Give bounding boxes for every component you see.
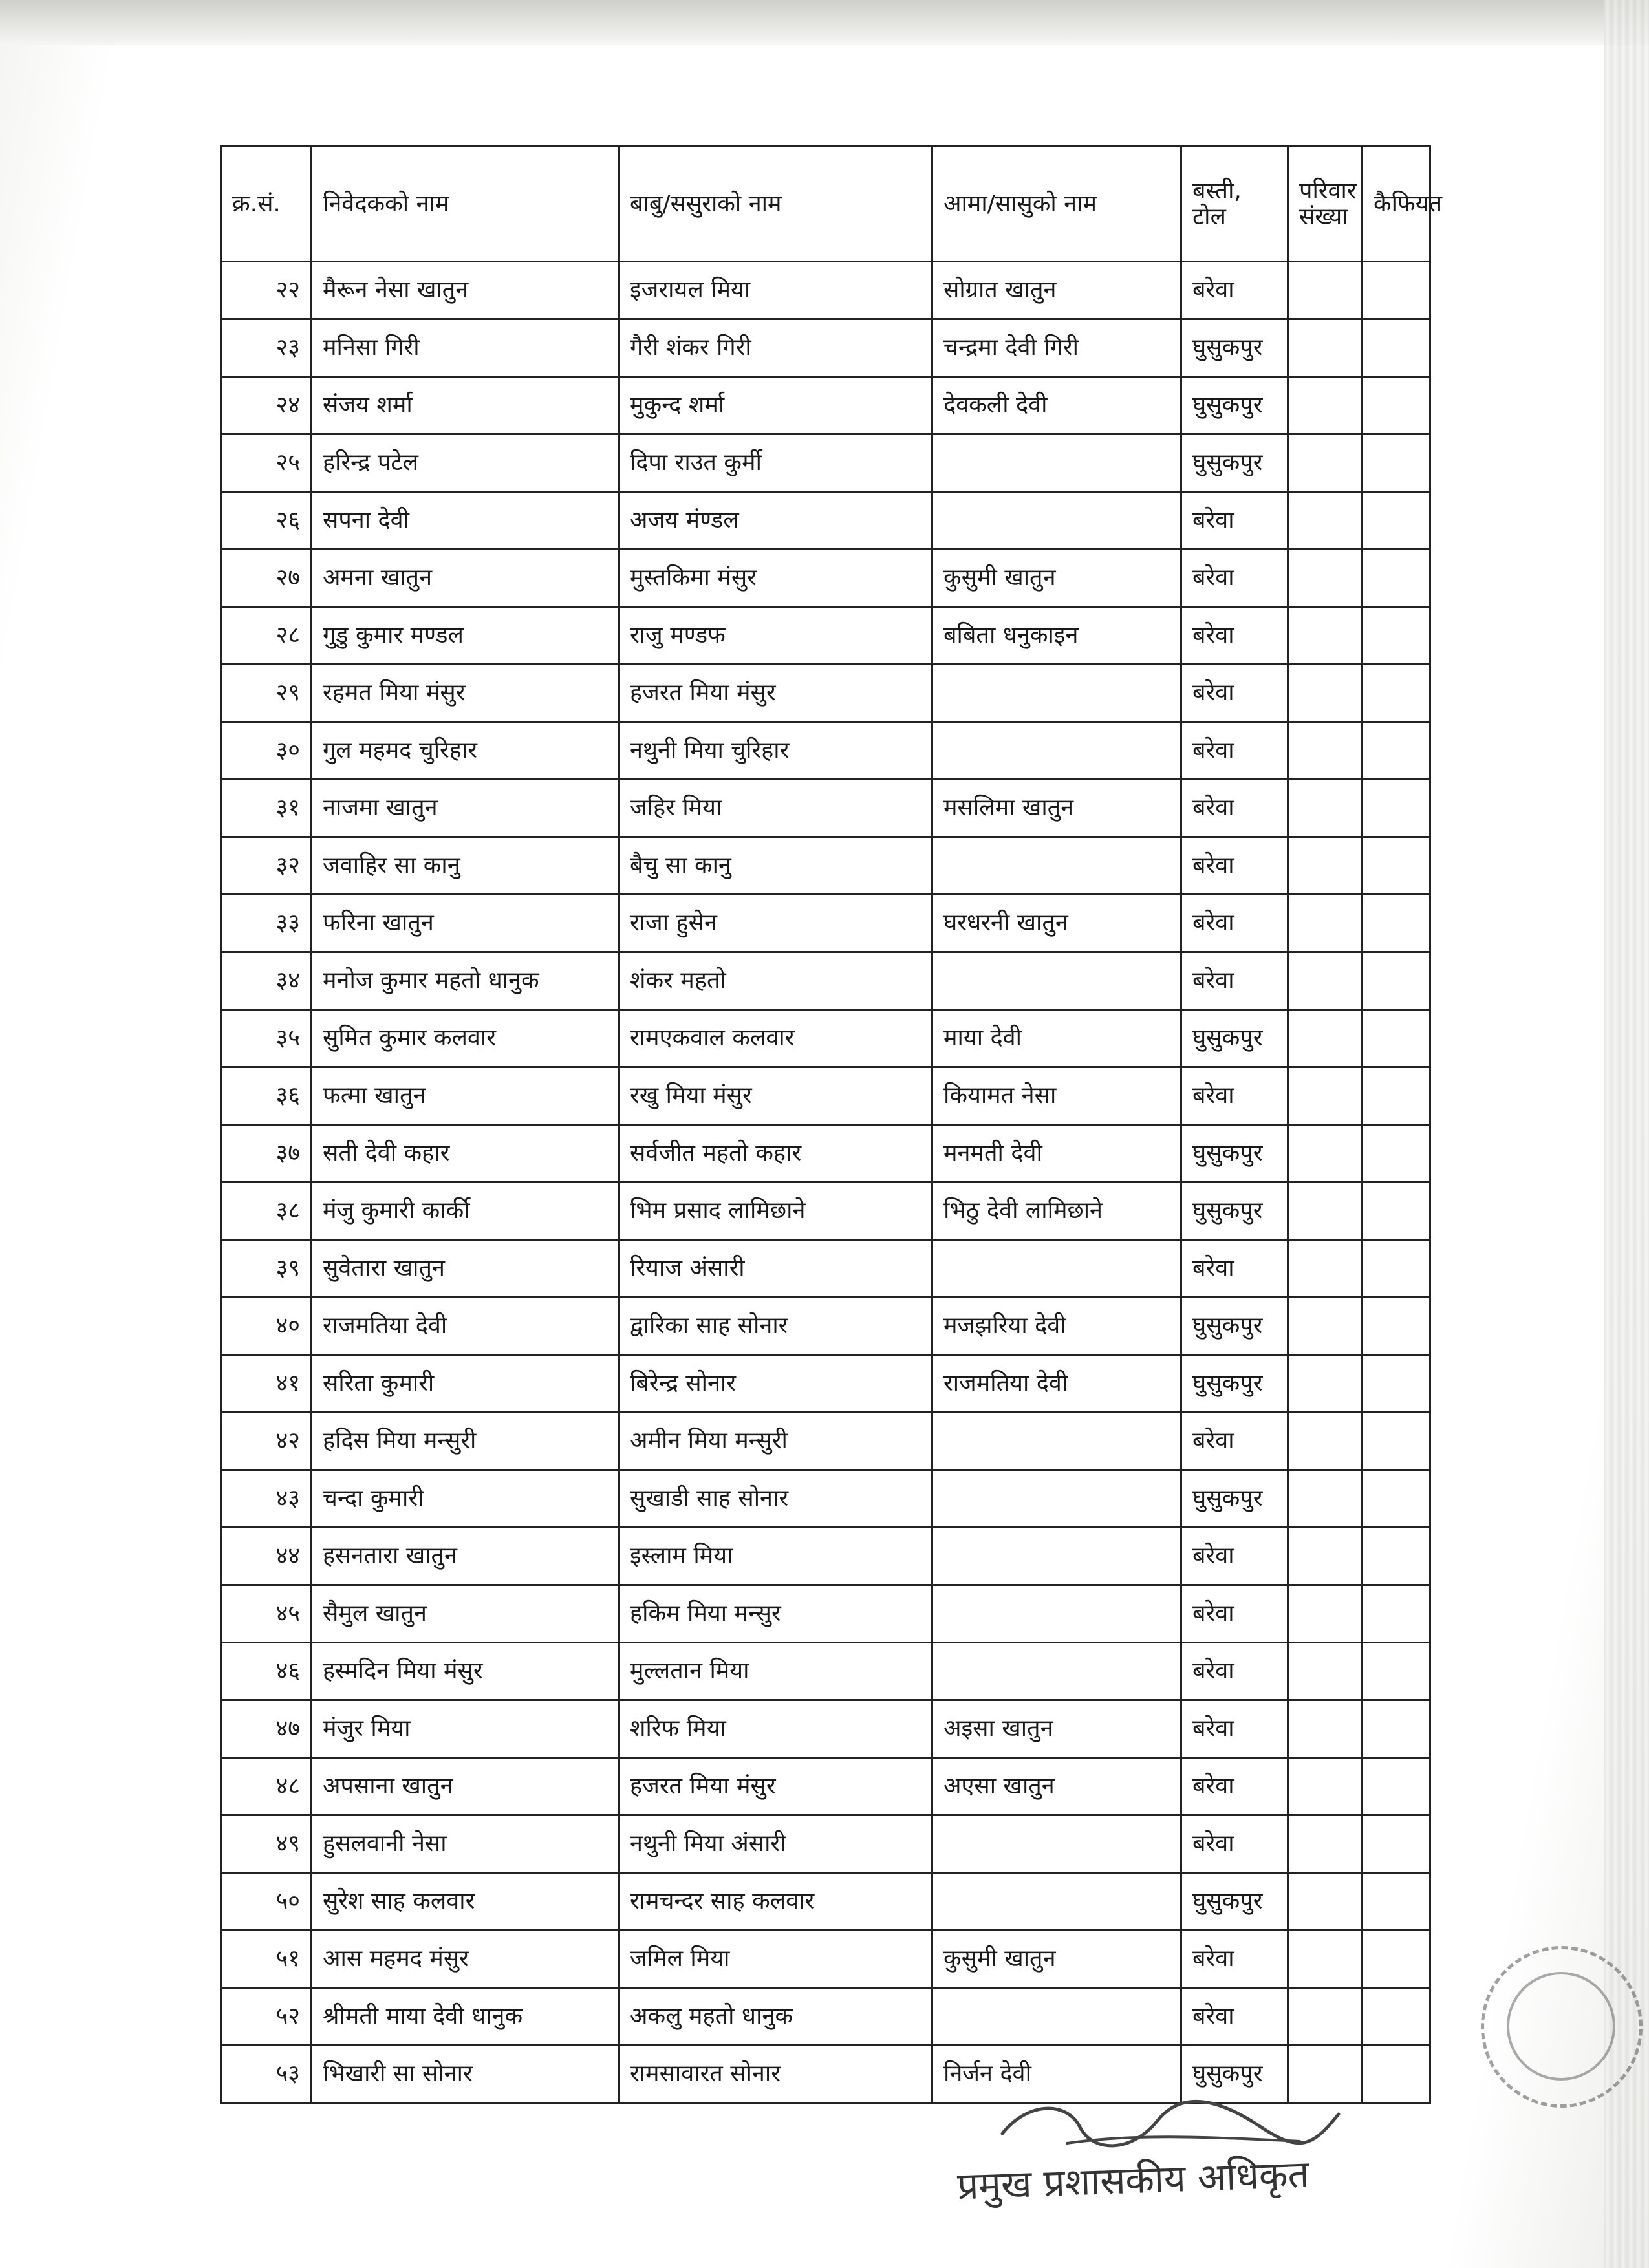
row-family-count (1288, 492, 1363, 550)
row-mother-name (932, 952, 1181, 1010)
row-serial-number: ३२ (221, 837, 312, 895)
row-family-count (1288, 665, 1363, 722)
row-serial-number: ५२ (221, 1988, 312, 2046)
header-applicant-name: निवेदकको नाम (312, 147, 619, 262)
row-mother-name (932, 837, 1181, 895)
row-family-count (1288, 377, 1363, 434)
row-family-count (1288, 1758, 1363, 1815)
row-remarks (1363, 1355, 1430, 1413)
row-remarks (1363, 319, 1430, 377)
table-row (221, 262, 1430, 319)
row-mother-name: कुसुमी खातुन (932, 1931, 1181, 1988)
row-mother-name (932, 665, 1181, 722)
page-fold-shadow (0, 0, 1649, 45)
row-father-name: मुकुन्द शर्मा (619, 377, 932, 434)
row-father-name: रखु मिया मंसुर (619, 1067, 932, 1125)
row-father-name: सुखाडी साह सोनार (619, 1470, 932, 1528)
row-serial-number: २६ (221, 492, 312, 550)
table-row (221, 607, 1430, 665)
row-settlement: घुसुकपुर (1181, 1873, 1288, 1931)
row-applicant-name: मैरून नेसा खातुन (312, 262, 619, 319)
row-remarks (1363, 722, 1430, 780)
row-applicant-name: नाजमा खातुन (312, 780, 619, 837)
row-serial-number: ४३ (221, 1470, 312, 1528)
row-mother-name: माया देवी (932, 1010, 1181, 1067)
table-row (221, 1182, 1430, 1240)
row-remarks (1363, 377, 1430, 434)
row-mother-name (932, 492, 1181, 550)
row-applicant-name: संजय शर्मा (312, 377, 619, 434)
row-settlement: बरेवा (1181, 1413, 1288, 1470)
row-mother-name: मनमती देवी (932, 1125, 1181, 1182)
table-row (221, 1528, 1430, 1585)
row-remarks (1363, 2046, 1430, 2103)
row-family-count (1288, 262, 1363, 319)
row-remarks (1363, 550, 1430, 607)
row-father-name: हकिम मिया मन्सुर (619, 1585, 932, 1643)
row-remarks (1363, 1585, 1430, 1643)
row-family-count (1288, 1125, 1363, 1182)
header-mother-name: आमा/सासुको नाम (932, 147, 1181, 262)
row-applicant-name: सती देवी कहार (312, 1125, 619, 1182)
row-settlement: बरेवा (1181, 952, 1288, 1010)
row-father-name: बिरेन्द्र सोनार (619, 1355, 932, 1413)
row-serial-number: ४८ (221, 1758, 312, 1815)
row-family-count (1288, 1470, 1363, 1528)
row-applicant-name: भिखारी सा सोनार (312, 2046, 619, 2103)
row-serial-number: ४९ (221, 1815, 312, 1873)
row-applicant-name: हसनतारा खातुन (312, 1528, 619, 1585)
row-father-name: रामसावारत सोनार (619, 2046, 932, 2103)
row-father-name: मुस्तकिमा मंसुर (619, 550, 932, 607)
row-father-name: शरिफ मिया (619, 1700, 932, 1758)
row-father-name: रामएकवाल कलवार (619, 1010, 932, 1067)
row-mother-name (932, 1815, 1181, 1873)
row-settlement: बरेवा (1181, 1931, 1288, 1988)
row-remarks (1363, 1240, 1430, 1298)
table-row (221, 1125, 1430, 1182)
row-mother-name: देवकली देवी (932, 377, 1181, 434)
row-mother-name (932, 1470, 1181, 1528)
row-applicant-name: मनोज कुमार महतो धानुक (312, 952, 619, 1010)
row-mother-name (932, 722, 1181, 780)
row-settlement: बरेवा (1181, 895, 1288, 952)
header-settlement: बस्ती, टोल (1181, 147, 1288, 262)
row-family-count (1288, 1528, 1363, 1585)
row-family-count (1288, 1182, 1363, 1240)
table-row (221, 492, 1430, 550)
row-settlement: बरेवा (1181, 665, 1288, 722)
row-father-name: मुल्लतान मिया (619, 1643, 932, 1700)
row-father-name: नथुनी मिया अंसारी (619, 1815, 932, 1873)
table-row (221, 1010, 1430, 1067)
table-body (221, 262, 1430, 2103)
row-applicant-name: सुवेतारा खातुन (312, 1240, 619, 1298)
row-father-name: सर्वजीत महतो कहार (619, 1125, 932, 1182)
row-father-name: भिम प्रसाद लामिछाने (619, 1182, 932, 1240)
table-row (221, 377, 1430, 434)
row-mother-name (932, 1528, 1181, 1585)
row-remarks (1363, 1758, 1430, 1815)
row-settlement: बरेवा (1181, 722, 1288, 780)
row-mother-name: कियामत नेसा (932, 1067, 1181, 1125)
row-remarks (1363, 1931, 1430, 1988)
row-father-name: राजु मण्डफ (619, 607, 932, 665)
row-serial-number: ३३ (221, 895, 312, 952)
row-serial-number: ४५ (221, 1585, 312, 1643)
row-serial-number: २४ (221, 377, 312, 434)
page-stack-edge (1604, 0, 1649, 2268)
row-settlement: घुसुकपुर (1181, 2046, 1288, 2103)
row-remarks (1363, 837, 1430, 895)
row-father-name: शंकर महतो (619, 952, 932, 1010)
row-settlement: घुसुकपुर (1181, 377, 1288, 434)
row-remarks (1363, 780, 1430, 837)
table-row (221, 1240, 1430, 1298)
table-row (221, 722, 1430, 780)
table-row (221, 1067, 1430, 1125)
row-serial-number: ३९ (221, 1240, 312, 1298)
row-mother-name: घरधरनी खातुन (932, 895, 1181, 952)
table-row (221, 895, 1430, 952)
table-row (221, 1931, 1430, 1988)
row-serial-number: ५१ (221, 1931, 312, 1988)
signature-title: प्रमुख प्रशासकीय अधिकृत (956, 2152, 1310, 2209)
row-remarks (1363, 607, 1430, 665)
row-settlement: घुसुकपुर (1181, 319, 1288, 377)
row-applicant-name: गुल महमद चुरिहार (312, 722, 619, 780)
row-applicant-name: मनिसा गिरी (312, 319, 619, 377)
row-settlement: घुसुकपुर (1181, 1182, 1288, 1240)
row-remarks (1363, 895, 1430, 952)
row-applicant-name: जवाहिर सा कानु (312, 837, 619, 895)
table-header (221, 147, 1443, 262)
row-remarks (1363, 1528, 1430, 1585)
row-serial-number: ४० (221, 1298, 312, 1355)
row-serial-number: २८ (221, 607, 312, 665)
table-row (221, 1413, 1430, 1470)
row-applicant-name: चन्दा कुमारी (312, 1470, 619, 1528)
row-family-count (1288, 434, 1363, 492)
row-mother-name: भिठु देवी लामिछाने (932, 1182, 1181, 1240)
row-family-count (1288, 1067, 1363, 1125)
row-father-name: इजरायल मिया (619, 262, 932, 319)
row-remarks (1363, 434, 1430, 492)
row-father-name: जमिल मिया (619, 1931, 932, 1988)
row-remarks (1363, 1643, 1430, 1700)
row-remarks (1363, 1413, 1430, 1470)
row-applicant-name: हदिस मिया मन्सुरी (312, 1413, 619, 1470)
row-applicant-name: मंजुर मिया (312, 1700, 619, 1758)
table-row (221, 1585, 1430, 1643)
row-serial-number: ४१ (221, 1355, 312, 1413)
row-settlement: बरेवा (1181, 1700, 1288, 1758)
row-mother-name (932, 1873, 1181, 1931)
row-remarks (1363, 1815, 1430, 1873)
row-family-count (1288, 1010, 1363, 1067)
office-seal-stamp (1481, 1946, 1643, 2108)
table-row (221, 1470, 1430, 1528)
row-serial-number: ४४ (221, 1528, 312, 1585)
row-father-name: रामचन्दर साह कलवार (619, 1873, 932, 1931)
table-row (221, 1873, 1430, 1931)
table-row (221, 550, 1430, 607)
row-settlement: बरेवा (1181, 1643, 1288, 1700)
row-settlement: घुसुकपुर (1181, 1298, 1288, 1355)
row-applicant-name: सरिता कुमारी (312, 1355, 619, 1413)
row-remarks (1363, 1988, 1430, 2046)
row-remarks (1363, 1873, 1430, 1931)
row-serial-number: ५३ (221, 2046, 312, 2103)
row-serial-number: ३८ (221, 1182, 312, 1240)
row-remarks (1363, 952, 1430, 1010)
row-settlement: बरेवा (1181, 1240, 1288, 1298)
row-settlement: बरेवा (1181, 262, 1288, 319)
row-applicant-name: फत्मा खातुन (312, 1067, 619, 1125)
row-family-count (1288, 1355, 1363, 1413)
table-row (221, 1815, 1430, 1873)
applicant-register-table (220, 145, 1443, 2104)
table-row (221, 1988, 1430, 2046)
row-applicant-name: मंजु कुमारी कार्की (312, 1182, 619, 1240)
table-row (221, 837, 1430, 895)
row-applicant-name: फरिना खातुन (312, 895, 619, 952)
row-family-count (1288, 1873, 1363, 1931)
row-applicant-name: सपना देवी (312, 492, 619, 550)
row-applicant-name: राजमतिया देवी (312, 1298, 619, 1355)
table-row (221, 780, 1430, 837)
row-serial-number: ५० (221, 1873, 312, 1931)
table-row (221, 319, 1430, 377)
row-applicant-name: सुमित कुमार कलवार (312, 1010, 619, 1067)
row-settlement: बरेवा (1181, 607, 1288, 665)
row-serial-number: ३५ (221, 1010, 312, 1067)
row-family-count (1288, 550, 1363, 607)
row-settlement: बरेवा (1181, 550, 1288, 607)
row-serial-number: ३७ (221, 1125, 312, 1182)
row-family-count (1288, 1700, 1363, 1758)
row-applicant-name: हरिन्द्र पटेल (312, 434, 619, 492)
row-father-name: नथुनी मिया चुरिहार (619, 722, 932, 780)
row-father-name: अजय मंण्डल (619, 492, 932, 550)
row-family-count (1288, 1585, 1363, 1643)
row-settlement: घुसुकपुर (1181, 1355, 1288, 1413)
row-father-name: जहिर मिया (619, 780, 932, 837)
row-serial-number: ३० (221, 722, 312, 780)
table-row (221, 1758, 1430, 1815)
row-applicant-name: आस महमद मंसुर (312, 1931, 619, 1988)
row-mother-name: अएसा खातुन (932, 1758, 1181, 1815)
row-serial-number: २९ (221, 665, 312, 722)
row-father-name: रियाज अंसारी (619, 1240, 932, 1298)
row-mother-name (932, 1643, 1181, 1700)
row-applicant-name: हुसलवानी नेसा (312, 1815, 619, 1873)
row-family-count (1288, 952, 1363, 1010)
row-family-count (1288, 607, 1363, 665)
row-serial-number: २३ (221, 319, 312, 377)
row-father-name: द्वारिका साह सोनार (619, 1298, 932, 1355)
row-family-count (1288, 1931, 1363, 1988)
row-settlement: घुसुकपुर (1181, 1470, 1288, 1528)
row-remarks (1363, 1125, 1430, 1182)
row-mother-name (932, 1585, 1181, 1643)
row-settlement: बरेवा (1181, 1585, 1288, 1643)
row-family-count (1288, 1413, 1363, 1470)
row-mother-name: चन्द्रमा देवी गिरी (932, 319, 1181, 377)
row-family-count (1288, 319, 1363, 377)
row-applicant-name: गुडु कुमार मण्डल (312, 607, 619, 665)
row-applicant-name: अपसाना खातुन (312, 1758, 619, 1815)
row-family-count (1288, 837, 1363, 895)
row-family-count (1288, 1815, 1363, 1873)
row-remarks (1363, 1067, 1430, 1125)
row-serial-number: ३१ (221, 780, 312, 837)
row-mother-name: राजमतिया देवी (932, 1355, 1181, 1413)
row-mother-name: मसलिमा खातुन (932, 780, 1181, 837)
row-remarks (1363, 665, 1430, 722)
row-family-count (1288, 722, 1363, 780)
row-father-name: दिपा राउत कुर्मी (619, 434, 932, 492)
row-settlement: बरेवा (1181, 780, 1288, 837)
row-applicant-name: हस्मदिन मिया मंसुर (312, 1643, 619, 1700)
row-applicant-name: श्रीमती माया देवी धानुक (312, 1988, 619, 2046)
row-settlement: बरेवा (1181, 1067, 1288, 1125)
row-settlement: बरेवा (1181, 1758, 1288, 1815)
table-row (221, 1700, 1430, 1758)
table-row (221, 665, 1430, 722)
row-family-count (1288, 1988, 1363, 2046)
row-settlement: घुसुकपुर (1181, 1010, 1288, 1067)
row-serial-number: ४७ (221, 1700, 312, 1758)
row-mother-name (932, 434, 1181, 492)
row-serial-number: ४६ (221, 1643, 312, 1700)
row-father-name: गैरी शंकर गिरी (619, 319, 932, 377)
row-serial-number: २५ (221, 434, 312, 492)
header-father-name: बाबु/ससुराको नाम (619, 147, 932, 262)
row-father-name: अमीन मिया मन्सुरी (619, 1413, 932, 1470)
row-mother-name: सोग्रात खातुन (932, 262, 1181, 319)
row-settlement: घुसुकपुर (1181, 434, 1288, 492)
row-remarks (1363, 1700, 1430, 1758)
row-serial-number: ३४ (221, 952, 312, 1010)
row-family-count (1288, 895, 1363, 952)
row-settlement: बरेवा (1181, 492, 1288, 550)
row-settlement: बरेवा (1181, 837, 1288, 895)
row-father-name: राजा हुसेन (619, 895, 932, 952)
row-mother-name: कुसुमी खातुन (932, 550, 1181, 607)
row-applicant-name: सैमुल खातुन (312, 1585, 619, 1643)
row-mother-name: अइसा खातुन (932, 1700, 1181, 1758)
row-mother-name: निर्जन देवी (932, 2046, 1181, 2103)
row-father-name: बैचु सा कानु (619, 837, 932, 895)
header-serial-number: क्र.सं. (221, 147, 312, 262)
row-father-name: अकलु महतो धानुक (619, 1988, 932, 2046)
row-settlement: बरेवा (1181, 1988, 1288, 2046)
row-applicant-name: अमना खातुन (312, 550, 619, 607)
row-remarks (1363, 1182, 1430, 1240)
table-row (221, 1643, 1430, 1700)
row-father-name: इस्लाम मिया (619, 1528, 932, 1585)
row-family-count (1288, 1240, 1363, 1298)
row-family-count (1288, 780, 1363, 837)
row-mother-name (932, 1988, 1181, 2046)
table-row (221, 1355, 1430, 1413)
row-father-name: हजरत मिया मंसुर (619, 1758, 932, 1815)
row-remarks (1363, 1010, 1430, 1067)
row-family-count (1288, 1643, 1363, 1700)
row-applicant-name: रहमत मिया मंसुर (312, 665, 619, 722)
row-family-count (1288, 1298, 1363, 1355)
row-remarks (1363, 1470, 1430, 1528)
row-remarks (1363, 262, 1430, 319)
row-mother-name: बबिता धनुकाइन (932, 607, 1181, 665)
row-mother-name: मजझरिया देवी (932, 1298, 1181, 1355)
row-settlement: बरेवा (1181, 1815, 1288, 1873)
row-mother-name (932, 1413, 1181, 1470)
table-row (221, 952, 1430, 1010)
row-serial-number: २७ (221, 550, 312, 607)
table-row (221, 434, 1430, 492)
row-serial-number: ४२ (221, 1413, 312, 1470)
row-settlement: बरेवा (1181, 1528, 1288, 1585)
row-serial-number: २२ (221, 262, 312, 319)
row-applicant-name: सुरेश साह कलवार (312, 1873, 619, 1931)
row-father-name: हजरत मिया मंसुर (619, 665, 932, 722)
row-mother-name (932, 1240, 1181, 1298)
row-remarks (1363, 1298, 1430, 1355)
row-settlement: घुसुकपुर (1181, 1125, 1288, 1182)
table-row (221, 1298, 1430, 1355)
row-remarks (1363, 492, 1430, 550)
row-serial-number: ३६ (221, 1067, 312, 1125)
header-family-count: परिवार संख्या (1288, 147, 1363, 262)
header-remarks: कैफियत (1363, 147, 1430, 262)
